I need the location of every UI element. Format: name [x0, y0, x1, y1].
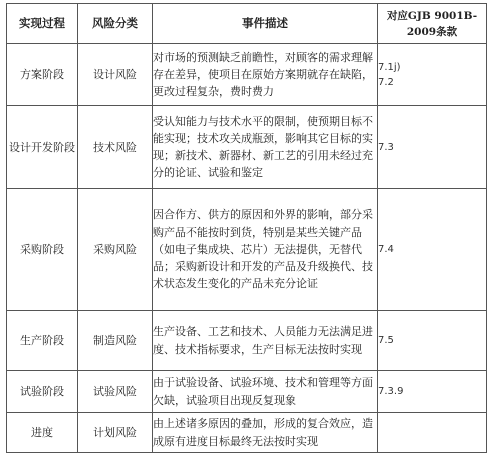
row-clause [378, 189, 487, 311]
row-clause [378, 44, 487, 106]
table-row [7, 189, 487, 311]
row-phase: 方案阶段 [7, 44, 78, 106]
row-phase: 生产阶段 [7, 311, 78, 371]
row-phase: 试验阶段 [7, 371, 78, 413]
row-description: 由上述诸多原因的叠加，形成的复合效应，造成原有进度目标最终无法按时实现 [153, 413, 378, 453]
row-category: 设计风险 [78, 44, 153, 106]
row-phase: 采购阶段 [7, 189, 78, 311]
row-category: 采购风险 [78, 189, 153, 311]
row-phase: 进度 [7, 413, 78, 453]
header-clause-line1: 对应GJB 9001B- [386, 9, 478, 22]
table-row [7, 371, 487, 413]
row-category: 计划风险 [78, 413, 153, 453]
table-row [7, 44, 487, 106]
row-clause [378, 311, 487, 371]
row-description: 受认知能力与技术水平的限制，使预期目标不能实现；技术攻关成瓶颈，影响其它目标的实现；新技术、新器材、新工艺的引用未经过充分的论证、试验和鉴定 [153, 106, 378, 189]
row-description: 因合作方、供方的原因和外界的影响，部分采购产品不能按时到货，特别是某些关键产品（如电子集成块、芯片）无法提供，无替代品；采购新设计和开发的产品及升级换代、技术状态发生变化的产品未充分论证 [153, 189, 378, 311]
header-clause [378, 4, 487, 44]
table-row [7, 106, 487, 189]
row-clause-ref: 7.5 [378, 335, 394, 346]
header-phase: 实现过程 [7, 4, 78, 44]
row-clause [378, 371, 487, 413]
table-row [7, 311, 487, 371]
table-body [7, 44, 487, 453]
row-clause-ref: 7.1j) [378, 61, 401, 73]
row-clause-ref: 7.2 [378, 76, 394, 88]
row-category: 试验风险 [78, 371, 153, 413]
row-clause-ref: 7.4 [378, 244, 394, 255]
row-description: 对市场的预测缺乏前瞻性，对顾客的需求理解存在差异，使项目在原始方案期就存在缺陷，更改过程复杂，费时费力 [153, 44, 378, 106]
header-clause-line2: 2009条款 [406, 25, 458, 38]
row-category: 技术风险 [78, 106, 153, 189]
table-row [7, 413, 487, 453]
row-clause-ref: 7.3 [378, 141, 394, 153]
row-description: 由于试验设备、试验环境、技术和管理等方面欠缺，试验项目出现反复现象 [153, 371, 378, 413]
row-category: 制造风险 [78, 311, 153, 371]
row-description: 生产设备、工艺和技术、人员能力无法满足进度、技术指标要求，生产目标无法按时实现 [153, 311, 378, 371]
row-clause [378, 413, 487, 453]
row-clause-ref: 7.3.9 [378, 386, 404, 397]
table-header [7, 4, 487, 44]
header-description: 事件描述 [153, 4, 378, 44]
row-phase: 设计开发阶段 [7, 106, 78, 189]
risk-table [6, 3, 487, 453]
row-clause [378, 106, 487, 189]
header-row [7, 4, 487, 44]
header-category: 风险分类 [78, 4, 153, 44]
